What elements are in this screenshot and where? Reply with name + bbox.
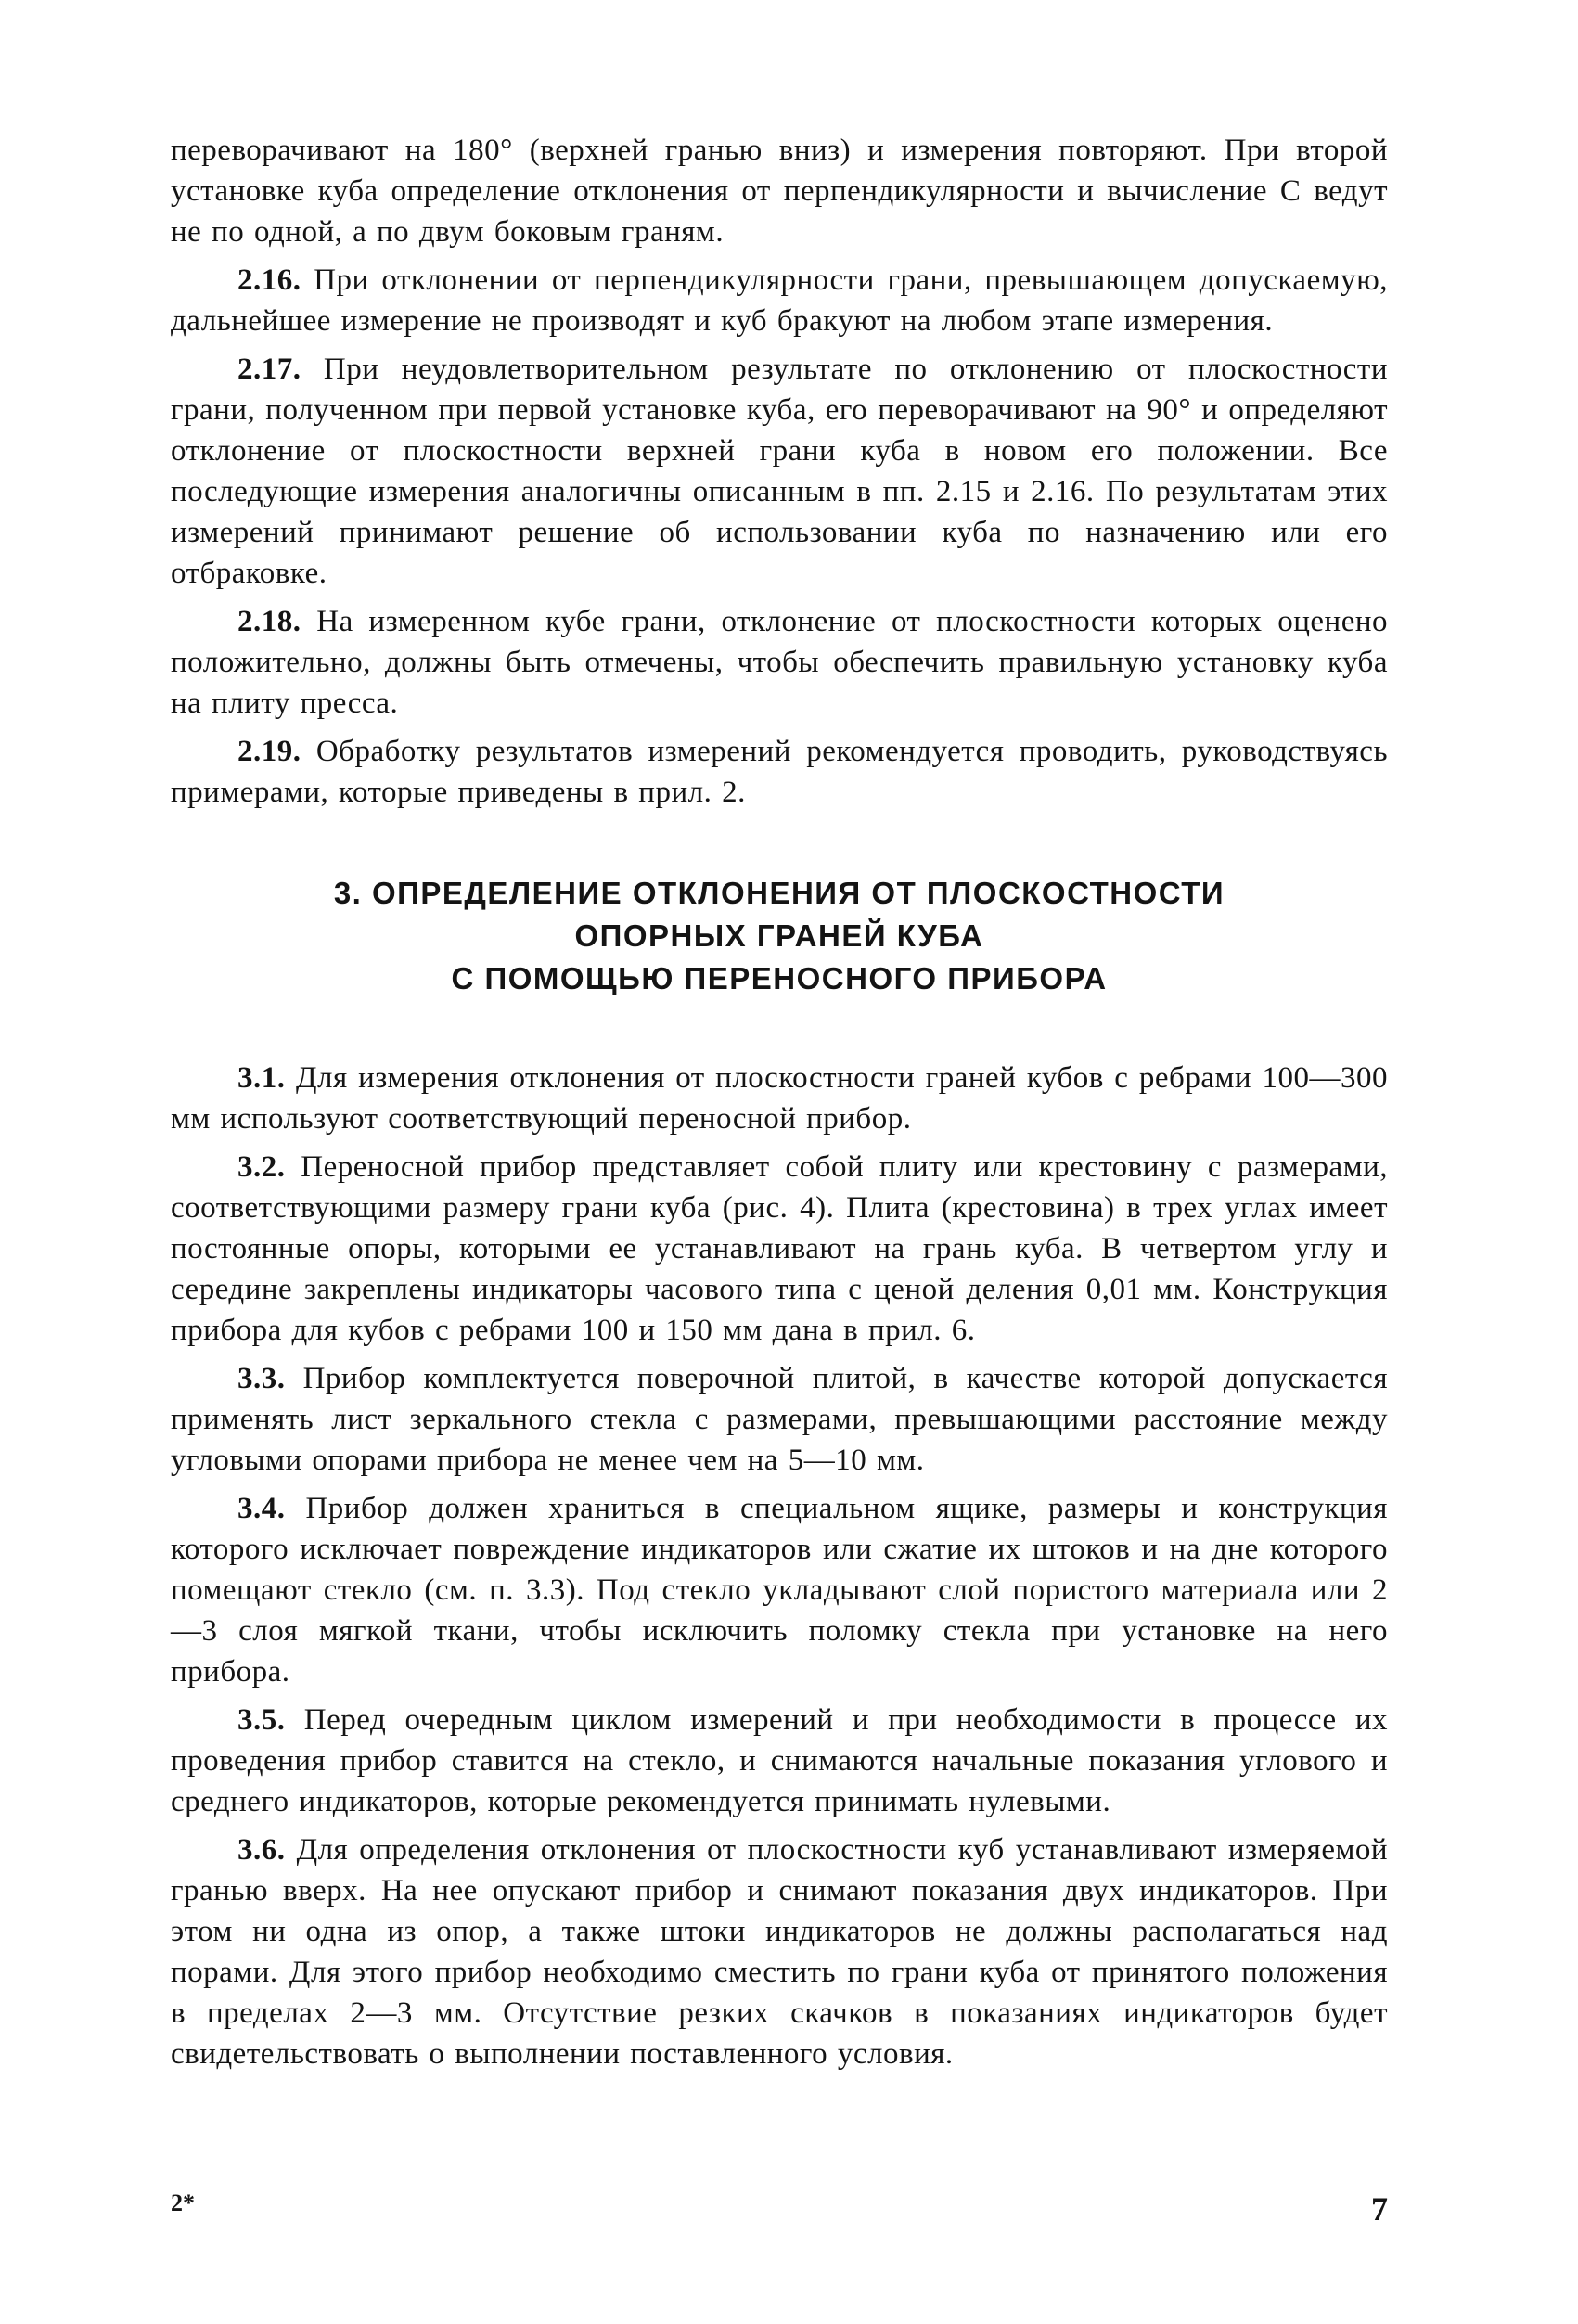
paragraph-text: Для измерения отклонения от плоскостности граней кубов с ребрами 100—300 мм используют соответствующий переносной прибор. [171,1061,1388,1136]
paragraph-number: 3.3. [237,1362,286,1395]
paragraph-number: 2.17. [237,353,301,386]
document-page [171,130,1388,2074]
paragraph-number: 2.18. [237,605,301,638]
paragraph-number: 2.19. [237,735,301,768]
paragraph-number: 3.2. [237,1150,286,1184]
paragraph-3-3 [171,1358,1388,1481]
paragraph-text: Прибор комплектуется поверочной плитой, в качестве которой допускается применять лист зеркального стекла с размерами, превышающими расстояние между угловыми опорами прибора не менее чем на 5—10 мм. [171,1362,1389,1477]
paragraph-text: На измеренном кубе грани, отклонение от плоскостности которых оценено положительно, должны быть отмечены, чтобы обеспечить правильную установку куба на плиту пресса. [171,605,1389,720]
paragraph-text: Переносной прибор представляет собой плиту или крестовину с размерами, соответствующими размеру грани куба (рис. 4). Плита (крестовина) в трех углах имеет постоянные опоры, которыми ее устанавливают на грань куба. В четвертом углу и середине закреплены индикаторы часового типа с ценой деления 0,01 мм. Конструкция прибора для кубов с ребрами 100 и 150 мм дана в прил. 6. [171,1150,1388,1347]
paragraph-2-18 [171,601,1388,724]
section-3-heading [171,872,1388,1000]
intro-paragraph [171,130,1388,252]
printer-signature-mark: 2* [171,2189,195,2216]
paragraph-text: При отклонении от перпендикулярности грани, превышающем допускаемую, дальнейшее измерение не производят и куб бракуют на любом этапе измерения. [171,263,1389,338]
paragraph-number: 3.1. [237,1061,286,1095]
paragraph-2-19 [171,731,1388,813]
paragraph-3-6 [171,1830,1388,2074]
paragraph-number: 3.5. [237,1703,286,1737]
paragraph-text: Прибор должен храниться в специальном ящике, размеры и конструкция которого исключает повреждение индикаторов или сжатие их штоков и на дне которого помещают стекло (см. п. 3.3). Под стекло укладывают слой пористого материала или 2—3 слоя мягкой ткани, чтобы исключить поломку стекла при установке на него прибора. [171,1492,1388,1688]
page-number: 7 [1371,2190,1388,2228]
paragraph-number: 3.4. [237,1492,286,1525]
paragraph-text: Перед очередным циклом измерений и при необходимости в процессе их проведения прибор ставится на стекло, и снимаются начальные показания углового и среднего индикаторов, которые рекомендуется принимать нулевыми. [171,1703,1389,1818]
paragraph-2-16 [171,260,1388,341]
paragraph-number: 2.16. [237,263,301,297]
paragraph-3-4 [171,1488,1388,1692]
paragraph-text: Обработку результатов измерений рекомендуется проводить, руководствуясь примерами, которые приведены в прил. 2. [171,735,1388,809]
paragraph-text: Для определения отклонения от плоскостности куб устанавливают измеряемой гранью вверх. На нее опускают прибор и снимают показания двух индикаторов. При этом ни одна из опор, а также штоки индикаторов не должны располагаться над порами. Для этого прибор необходимо сместить по грани куба от принятого положения в пределах 2—3 мм. Отсутствие резких скачков в показаниях индикаторов будет свидетельствовать о выполнении поставленного условия. [171,1833,1389,2071]
paragraph-text: При неудовлетворительном результате по отклонению от плоскостности грани, полученном при первой установке куба, его переворачивают на 90° и определяют отклонение от плоскостности верхней грани куба в новом его положении. Все последующие измерения аналогичны описанным в пп. 2.15 и 2.16. По результатам этих измерений принимают решение об использовании куба по назначению или его отбраковке. [171,353,1389,590]
paragraph-2-17 [171,349,1388,594]
paragraph-3-5 [171,1700,1388,1822]
heading-line: ОПОРНЫХ ГРАНЕЙ КУБА [574,918,984,953]
paragraph-number: 3.6. [237,1833,286,1867]
intro-text: переворачивают на 180° (верхней гранью вниз) и измерения повторяют. При второй установке куба определение отклонения от перпендикулярности и вычисление C ведут не по одной, а по двум боковым граням. [171,134,1388,249]
page-footer [171,2189,1388,2236]
heading-line: 3. ОПРЕДЕЛЕНИЕ ОТКЛОНЕНИЯ ОТ ПЛОСКОСТНОСТИ [333,876,1225,910]
heading-line: С ПОМОЩЬЮ ПЕРЕНОСНОГО ПРИБОРА [451,961,1108,995]
paragraph-3-2 [171,1147,1388,1351]
paragraph-3-1 [171,1058,1388,1139]
